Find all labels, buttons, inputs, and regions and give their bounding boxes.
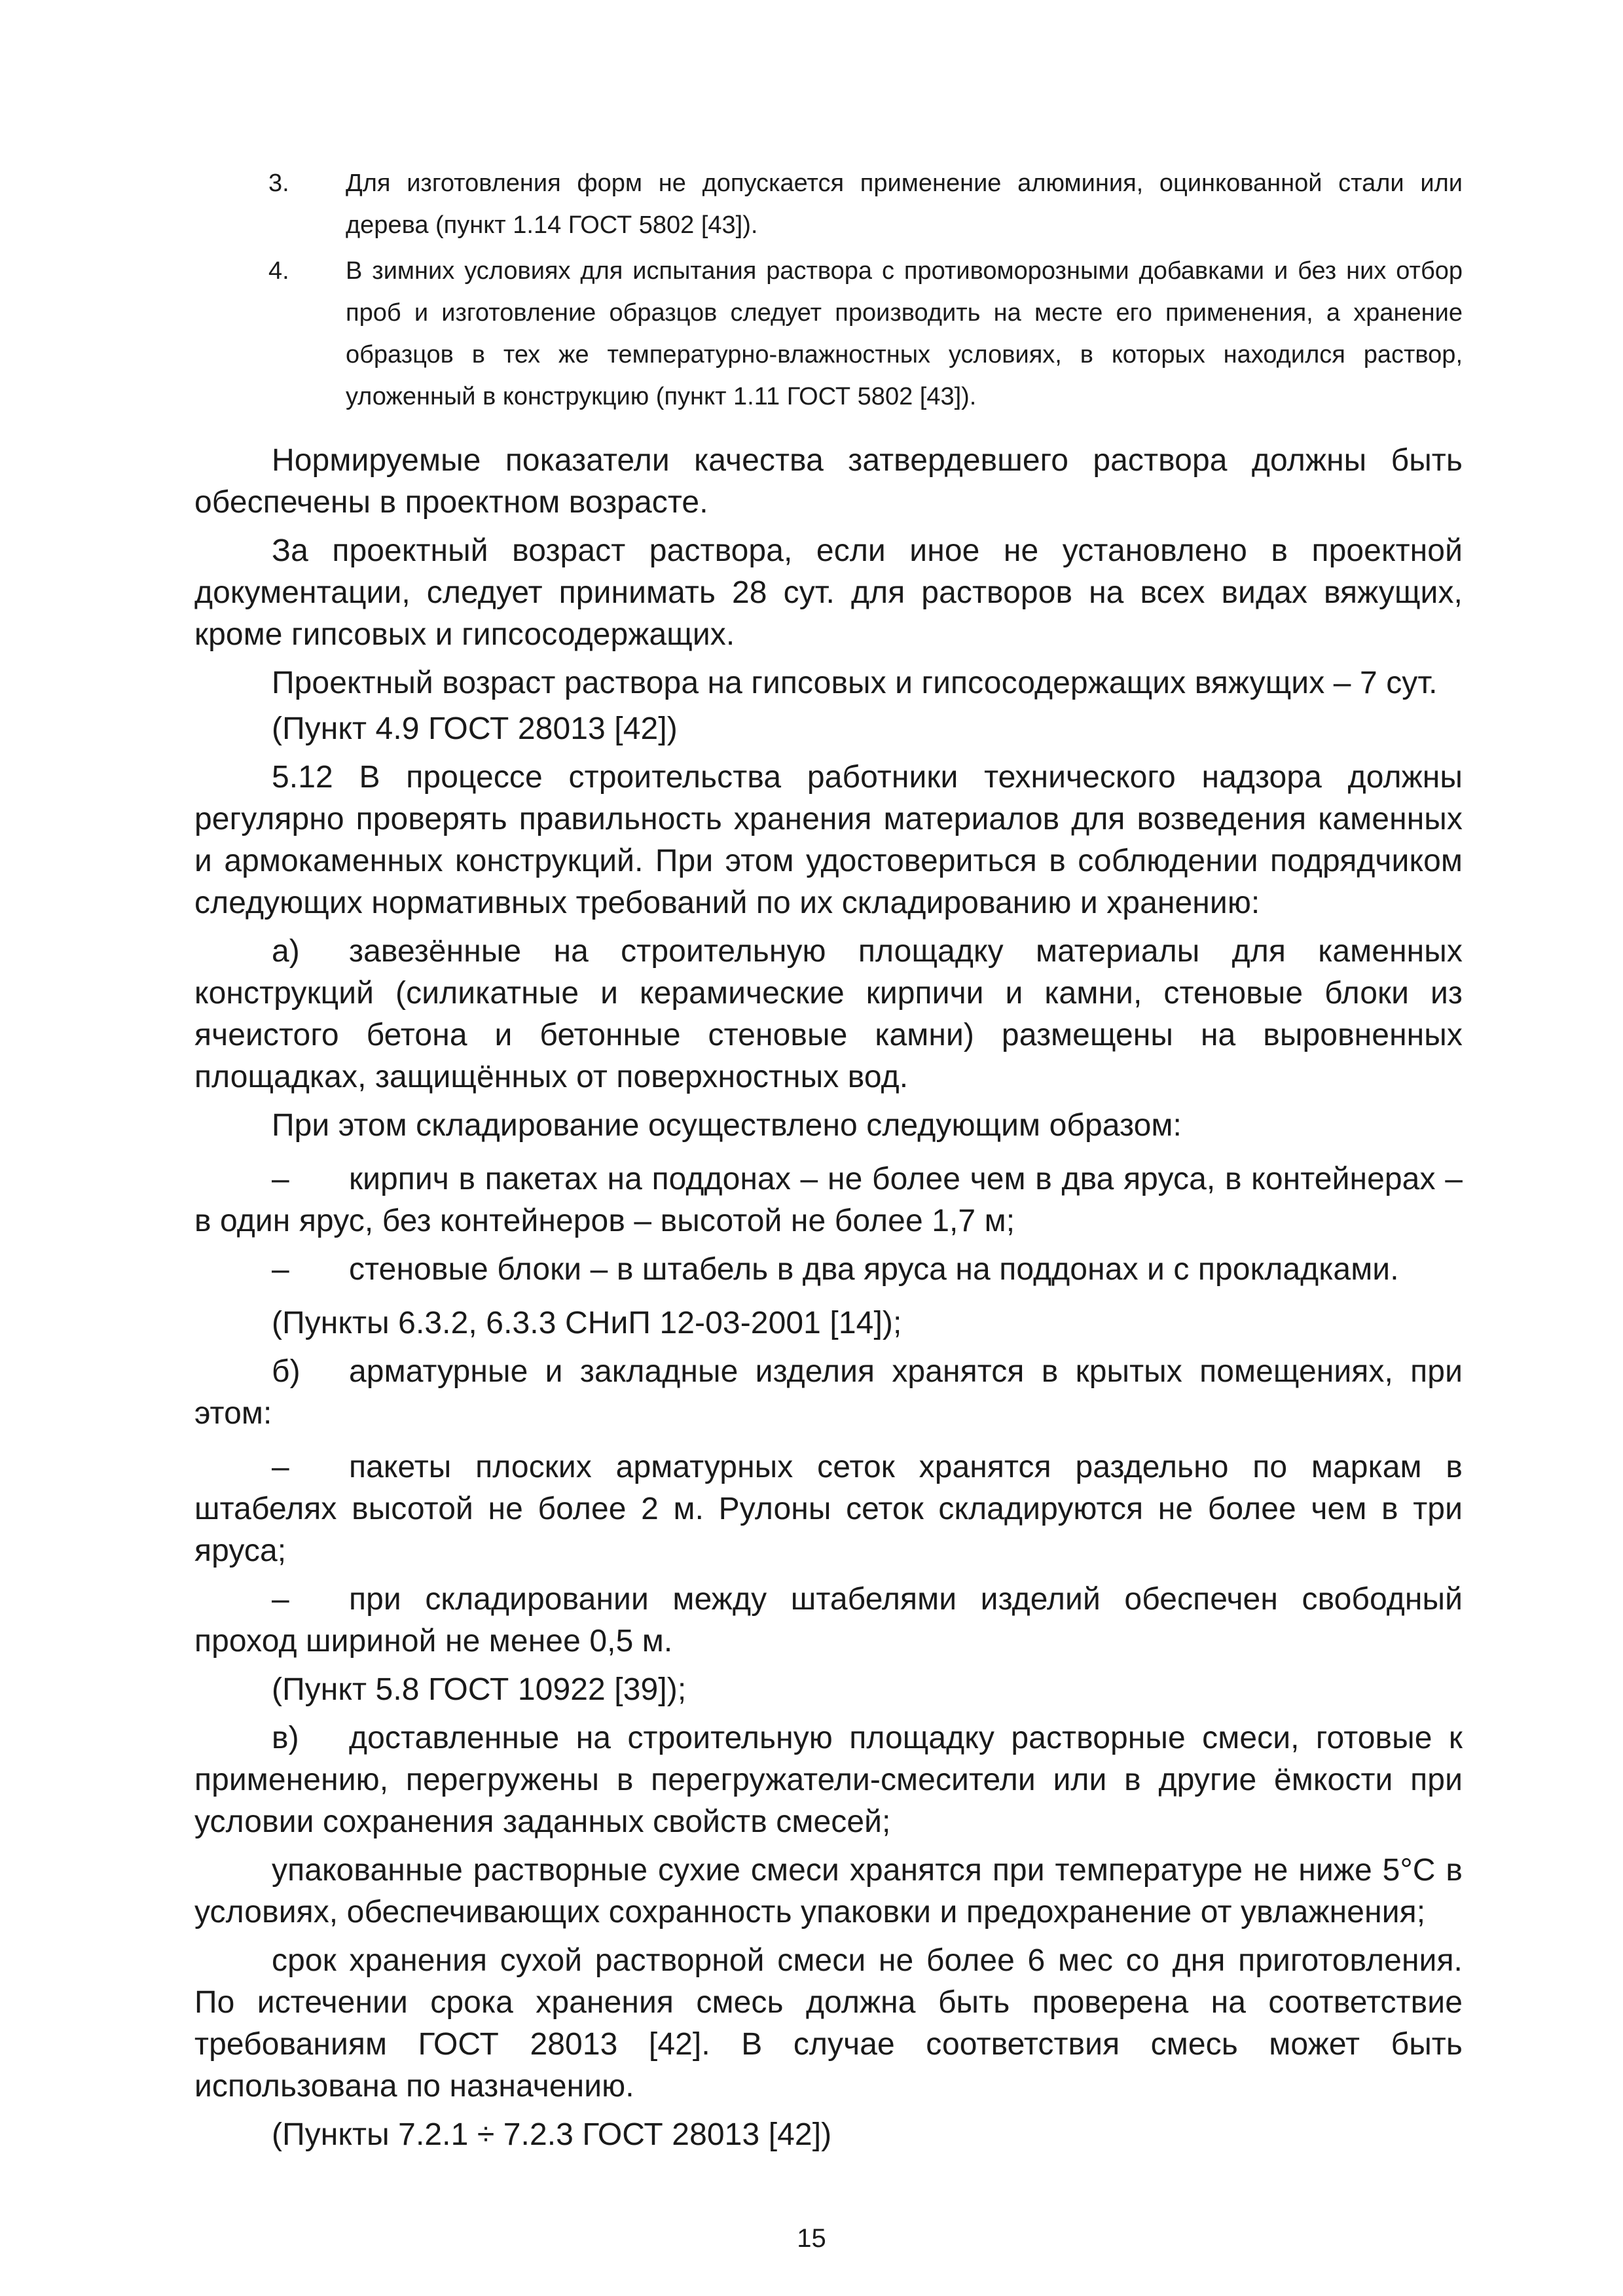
list-item-a (194, 931, 1463, 1098)
reference-clause: (Пункты 6.3.2, 6.3.3 СНиП 12-03-2001 [14]); (272, 1306, 902, 1340)
dash-item-text: стеновые блоки – в штабель в два яруса на поддонах и с прокладками. (349, 1252, 1399, 1287)
main-text (194, 440, 1463, 2162)
paragraph-design-age: За проектный возраст раствора, если иное не установлено в проектной документации, следует принимать 28 сут. для растворов на всех видах вяжущих, кроме гипсовых и гипсосодержащих. (194, 533, 1463, 652)
reference-clause: (Пункт 5.8 ГОСТ 10922 [39]); (272, 1672, 687, 1707)
list-marker: а) (272, 934, 300, 969)
list-marker: в) (272, 1721, 299, 1755)
list-item-v (194, 1717, 1463, 1843)
dash-item-passage (194, 1579, 1463, 1662)
notes-list (268, 162, 1463, 422)
paragraph-shelf-life: срок хранения сухой растворной смеси не более 6 мес со дня приготовления. По истечении срока хранения смесь должна быть проверена на соответствие требованиям ГОСТ 28013 [42]. В случае соответствия смесь может быть использована по назначению. (194, 1943, 1463, 2104)
list-item-text: арматурные и закладные изделия хранятся в крытых помещениях, при этом: (194, 1354, 1463, 1431)
dash-item-bricks (194, 1158, 1463, 1242)
dash-marker: – (272, 1582, 289, 1617)
paragraph-storage-method: При этом складирование осуществлено следующим образом: (272, 1108, 1182, 1143)
dash-marker: – (272, 1450, 289, 1484)
dash-item-text: кирпич в пакетах на поддонах – не более чем в два яруса, в контейнерах – в один ярус, без контейнеров – высотой не более 1,7 м; (194, 1162, 1463, 1238)
dash-item-blocks (194, 1249, 1463, 1291)
note-number: 4. (268, 257, 289, 285)
paragraph-quality: Нормируемые показатели качества затвердевшего раствора должны быть обеспечены в проектном возрасте. (194, 443, 1463, 520)
note-item-4 (268, 250, 1463, 418)
note-text: В зимних условиях для испытания раствора с противоморозными добавками и без них отбор проб и изготовление образцов следует производить на месте его применения, а хранение образцов в тех же температурно-влажностных условиях, в которых находился раствор, уложенный в конструкцию (пункт 1.11 ГОСТ 5802 [43]). (346, 257, 1463, 410)
dash-item-meshes (194, 1446, 1463, 1572)
paragraph-5-12: 5.12 В процессе строительства работники технического надзора должны регулярно проверять правильность хранения материалов для возведения каменных и армокаменных конструкций. При этом удостовериться в соблюдении подрядчиком следующих нормативных требований по их складированию и хранению: (194, 760, 1463, 920)
paragraph-dry-mix-storage: упакованные растворные сухие смеси хранятся при температуре не ниже 5°С в условиях, обеспечивающих сохранность упаковки и предохранение от увлажнения; (194, 1853, 1463, 1929)
dash-item-text: пакеты плоских арматурных сеток хранятся раздельно по маркам в штабелях высотой не более 2 м. Рулоны сеток складируются не более чем в три яруса; (194, 1450, 1463, 1568)
list-marker: б) (272, 1354, 301, 1389)
note-text: Для изготовления форм не допускается применение алюминия, оцинкованной стали или дерева (пункт 1.14 ГОСТ 5802 [43]). (346, 170, 1463, 239)
dash-item-text: при складировании между штабелями изделий обеспечен свободный проход шириной не менее 0,5 м. (194, 1582, 1463, 1659)
dash-marker: – (272, 1162, 289, 1196)
note-item-3 (268, 162, 1463, 246)
list-item-text: завезённые на строительную площадку материалы для каменных конструкций (силикатные и керамические кирпичи и камни, стеновые блоки из ячеистого бетона и бетонные стеновые камни) размещены на выровненных площадках, защищённых от поверхностных вод. (194, 934, 1463, 1094)
note-number: 3. (268, 170, 289, 197)
list-item-text: доставленные на строительную площадку растворные смеси, готовые к применению, перегружены в перегружатели-смесители или в другие ёмкости при условии сохранения заданных свойств смесей; (194, 1721, 1463, 1839)
dash-marker: – (272, 1252, 289, 1287)
reference-clause: (Пункты 7.2.1 ÷ 7.2.3 ГОСТ 28013 [42]) (272, 2117, 832, 2152)
reference-clause: (Пункт 4.9 ГОСТ 28013 [42]) (272, 711, 678, 746)
list-item-b (194, 1351, 1463, 1435)
page-number: 15 (797, 2224, 826, 2253)
paragraph-gypsum-age: Проектный возраст раствора на гипсовых и гипсосодержащих вяжущих – 7 сут. (272, 666, 1438, 700)
